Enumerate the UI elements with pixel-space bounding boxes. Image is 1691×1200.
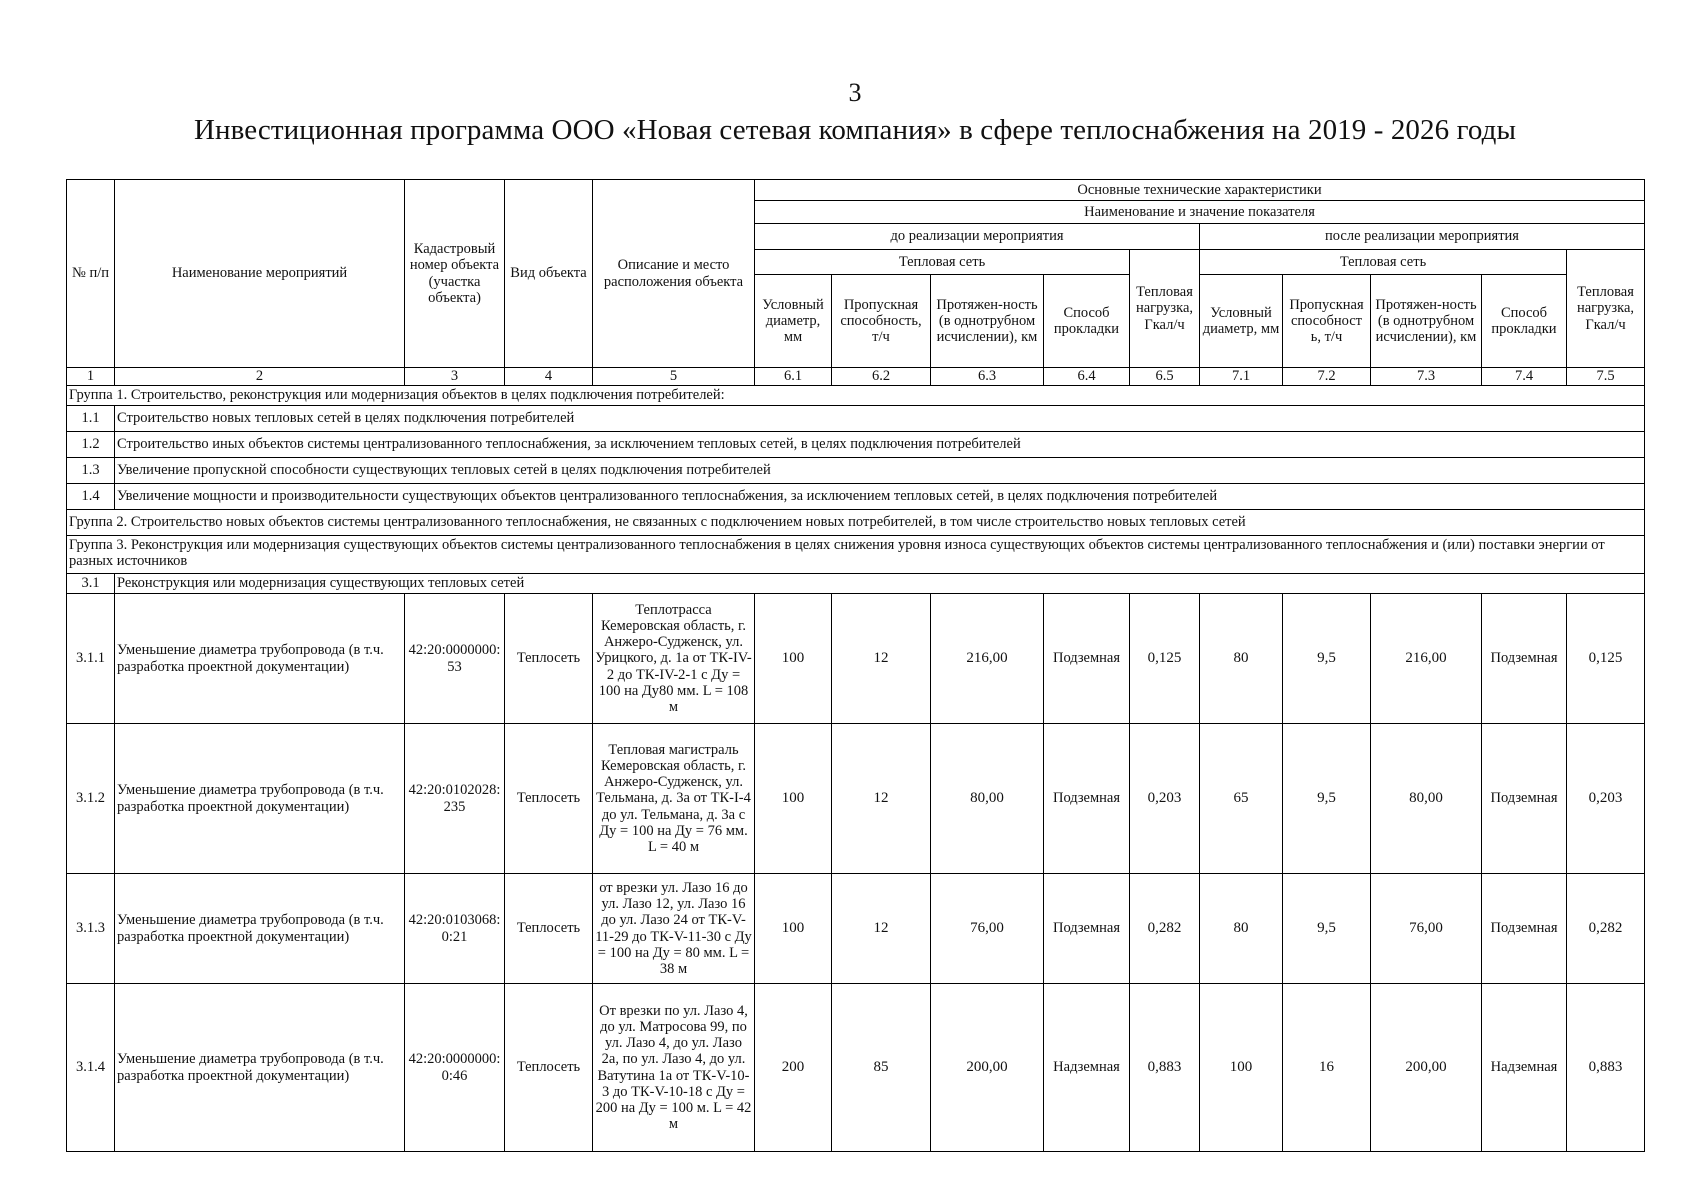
diameter-after: 80 [1200,874,1283,984]
document-title: Инвестиционная программа ООО «Новая сетевая компания» в сфере теплоснабжения на 2019 - 2026 годы [193,114,1517,146]
length-before: 76,00 [931,874,1044,984]
row-number: 3.1.3 [67,874,115,984]
column-number: 6.5 [1130,368,1200,386]
diameter-before: 100 [755,594,832,724]
capacity-before: 12 [832,874,931,984]
measure-name: Уменьшение диаметра трубопровода (в т.ч. разработка проектной документации) [115,874,405,984]
section-1-2-title: Строительство иных объектов системы централизованного теплоснабжения, за исключением тепловых сетей, в целях подключения потребителей [115,432,1645,458]
header-load-before: Тепловая нагрузка, Гкал/ч [1130,250,1200,368]
section-number: 1.2 [67,432,115,458]
header-no: № п/п [67,180,115,368]
section-3-1-title: Реконструкция или модернизация существующих тепловых сетей [115,574,1645,594]
cadastral-number: 42:20:0103068:0:21 [405,874,505,984]
page-number: 3 [848,78,862,107]
laying-after: Подземная [1482,724,1567,874]
group-1-heading: Группа 1. Строительство, реконструкция или модернизация объектов в целях подключения потребителей: [67,386,1645,406]
load-before: 0,282 [1130,874,1200,984]
column-number: 2 [115,368,405,386]
object-type: Теплосеть [505,594,593,724]
table-row [67,724,1645,874]
load-before: 0,883 [1130,984,1200,1152]
object-type: Теплосеть [505,874,593,984]
load-before: 0,203 [1130,724,1200,874]
load-after: 0,883 [1567,984,1645,1152]
table-row [67,594,1645,724]
diameter-before: 200 [755,984,832,1152]
length-after: 76,00 [1371,874,1482,984]
header-capacity-before: Пропускная способность, т/ч [832,275,931,368]
investment-program-table [66,179,1645,1152]
diameter-after: 80 [1200,594,1283,724]
header-indicator: Наименование и значение показателя [755,201,1645,224]
length-after: 80,00 [1371,724,1482,874]
section-1-3-title: Увеличение пропускной способности существующих тепловых сетей в целях подключения потребителей [115,458,1645,484]
header-tech-characteristics: Основные технические характеристики [755,180,1645,201]
length-after: 200,00 [1371,984,1482,1152]
section-number: 3.1 [67,574,115,594]
header-cadastral: Кадастровый номер объекта (участка объекта) [405,180,505,368]
column-number: 7.3 [1371,368,1482,386]
table-row [67,984,1645,1152]
length-before: 80,00 [931,724,1044,874]
capacity-before: 12 [832,724,931,874]
laying-before: Подземная [1044,874,1130,984]
header-type: Вид объекта [505,180,593,368]
laying-after: Надземная [1482,984,1567,1152]
header-length-after: Протяжен-ность (в однотрубном исчислении), км [1371,275,1482,368]
row-number: 3.1.4 [67,984,115,1152]
table-row [67,874,1645,984]
measure-name: Уменьшение диаметра трубопровода (в т.ч. разработка проектной документации) [115,984,405,1152]
object-description: Теплотрасса Кемеровская область, г. Анжеро-Судженск, ул. Урицкого, д. 1а от ТК-IV-2 до ТК-IV-2-1 с Ду = 100 на Ду80 мм. L = 108 м [593,594,755,724]
section-1-1-title: Строительство новых тепловых сетей в целях подключения потребителей [115,406,1645,432]
object-description: Тепловая магистраль Кемеровская область, г. Анжеро-Судженск, ул. Тельмана, д. 3а от ТК-I-4 до ул. Тельмана, д. 3а с Ду = 100 на Ду = 76 мм. L = 40 м [593,724,755,874]
header-diameter-after: Условный диаметр, мм [1200,275,1283,368]
header-heat-network-before: Тепловая сеть [755,250,1130,275]
row-number: 3.1.2 [67,724,115,874]
column-number: 6.4 [1044,368,1130,386]
column-number: 5 [593,368,755,386]
column-number: 6.2 [832,368,931,386]
cadastral-number: 42:20:0102028:235 [405,724,505,874]
header-length-before: Протяжен-ность (в однотрубном исчислении), км [931,275,1044,368]
section-1-4-title: Увеличение мощности и производительности существующих объектов централизованного теплоснабжения, за исключением тепловых сетей, в целях подключения потребителей [115,484,1645,510]
cadastral-number: 42:20:0000000:0:46 [405,984,505,1152]
column-number: 3 [405,368,505,386]
column-number: 1 [67,368,115,386]
column-number: 7.2 [1283,368,1371,386]
group-2-heading: Группа 2. Строительство новых объектов системы централизованного теплоснабжения, не связанных с подключением новых потребителей, в том числе строительство новых тепловых сетей [67,510,1645,536]
capacity-after: 9,5 [1283,724,1371,874]
group-3-heading: Группа 3. Реконструкция или модернизация существующих объектов системы централизованного теплоснабжения в целях снижения уровня износа существующих объектов системы централизованного теплоснабжения и (или) поставки энергии от разных источников [67,536,1645,574]
laying-after: Подземная [1482,594,1567,724]
header-diameter-before: Условный диаметр, мм [755,275,832,368]
measure-name: Уменьшение диаметра трубопровода (в т.ч. разработка проектной документации) [115,724,405,874]
header-description: Описание и место расположения объекта [593,180,755,368]
column-number: 6.1 [755,368,832,386]
laying-before: Подземная [1044,594,1130,724]
object-type: Теплосеть [505,724,593,874]
section-number: 1.1 [67,406,115,432]
section-number: 1.3 [67,458,115,484]
object-description: от врезки ул. Лазо 16 до ул. Лазо 12, ул. Лазо 16 до ул. Лазо 24 от ТК-V-11-29 до ТК-V-11-30 с Ду = 100 на Ду = 80 мм. L = 38 м [593,874,755,984]
header-load-after: Тепловая нагрузка, Гкал/ч [1567,250,1645,368]
measure-name: Уменьшение диаметра трубопровода (в т.ч. разработка проектной документации) [115,594,405,724]
section-number: 1.4 [67,484,115,510]
diameter-after: 100 [1200,984,1283,1152]
load-after: 0,125 [1567,594,1645,724]
header-before: до реализации мероприятия [755,224,1200,250]
header-laying-before: Способ прокладки [1044,275,1130,368]
diameter-before: 100 [755,874,832,984]
header-name: Наименование мероприятий [115,180,405,368]
capacity-before: 12 [832,594,931,724]
row-number: 3.1.1 [67,594,115,724]
column-number: 7.5 [1567,368,1645,386]
capacity-before: 85 [832,984,931,1152]
load-after: 0,203 [1567,724,1645,874]
header-heat-network-after: Тепловая сеть [1200,250,1567,275]
header-capacity-after: Пропускная способност ь, т/ч [1283,275,1371,368]
object-description: От врезки по ул. Лазо 4, до ул. Матросова 99, по ул. Лазо 4, до ул. Лазо 2а, по ул. Лазо 4, до ул. Ватутина 1а от ТК-V-10-3 до ТК-V-10-18 с Ду = 200 на Ду = 100 м. L = 42 м [593,984,755,1152]
laying-after: Подземная [1482,874,1567,984]
column-number: 4 [505,368,593,386]
header-laying-after: Способ прокладки [1482,275,1567,368]
capacity-after: 16 [1283,984,1371,1152]
column-number: 7.4 [1482,368,1567,386]
laying-before: Надземная [1044,984,1130,1152]
numbering-row [67,368,1645,386]
capacity-after: 9,5 [1283,874,1371,984]
length-after: 216,00 [1371,594,1482,724]
load-before: 0,125 [1130,594,1200,724]
laying-before: Подземная [1044,724,1130,874]
diameter-after: 65 [1200,724,1283,874]
header-after: после реализации мероприятия [1200,224,1645,250]
length-before: 200,00 [931,984,1044,1152]
length-before: 216,00 [931,594,1044,724]
diameter-before: 100 [755,724,832,874]
column-number: 6.3 [931,368,1044,386]
column-number: 7.1 [1200,368,1283,386]
object-type: Теплосеть [505,984,593,1152]
cadastral-number: 42:20:0000000:53 [405,594,505,724]
capacity-after: 9,5 [1283,594,1371,724]
load-after: 0,282 [1567,874,1645,984]
